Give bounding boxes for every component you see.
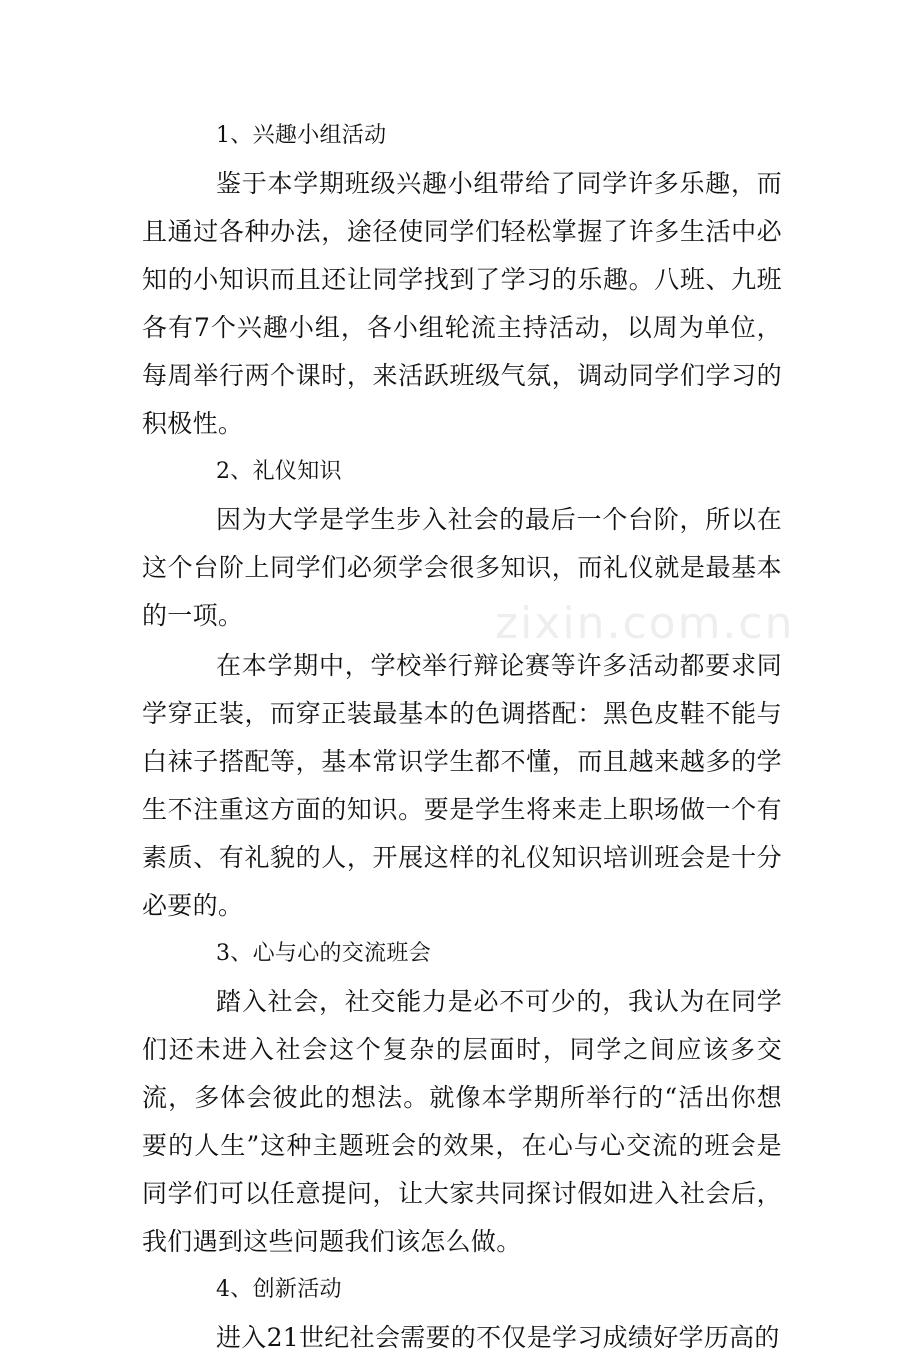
paragraph-etiquette-intro: 因为大学是学生步入社会的最后一个台阶，所以在这个台阶上同学们必须学会很多知识，而礼仪就是最基本的一项。 <box>142 505 782 630</box>
watermark: zixin.com.cn <box>495 598 795 649</box>
section-heading-4: 4、创新活动 <box>216 1277 342 1302</box>
section-heading-1: 1、兴趣小组活动 <box>216 123 387 148</box>
paragraph-innovation: 进入21世纪社会需要的不仅是学习成绩好学历高的 <box>216 1323 780 1352</box>
section-heading-3: 3、心与心的交流班会 <box>216 941 431 966</box>
document-page <box>142 112 782 1362</box>
section-heading-2: 2、礼仪知识 <box>216 459 342 484</box>
paragraph-etiquette-detail: 在本学期中，学校举行辩论赛等许多活动都要求同学穿正装，而穿正装最基本的色调搭配：黑色皮鞋不能与白袜子搭配等，基本常识学生都不懂，而且越来越多的学生不注重这方面的知识。要是学生将来走上职场做一个有素质、有礼貌的人，开展这样的礼仪知识培训班会是十分必要的。 <box>142 651 782 920</box>
paragraph-interest-groups: 鉴于本学期班级兴趣小组带给了同学许多乐趣，而且通过各种办法，途径使同学们轻松掌握了许多生活中必知的小知识而且还让同学找到了学习的乐趣。八班、九班各有7个兴趣小组，各小组轮流主持活动，以周为单位，每周举行两个课时，来活跃班级气氛，调动同学们学习的积极性。 <box>142 169 782 438</box>
paragraph-exchange-meeting: 踏入社会，社交能力是必不可少的，我认为在同学们还未进入社会这个复杂的层面时，同学之间应该多交流，多体会彼此的想法。就像本学期所举行的“活出你想要的人生”这种主题班会的效果，在心与心交流的班会是同学们可以任意提问，让大家共同探讨假如进入社会后，我们遇到这些问题我们该怎么做。 <box>142 987 782 1256</box>
